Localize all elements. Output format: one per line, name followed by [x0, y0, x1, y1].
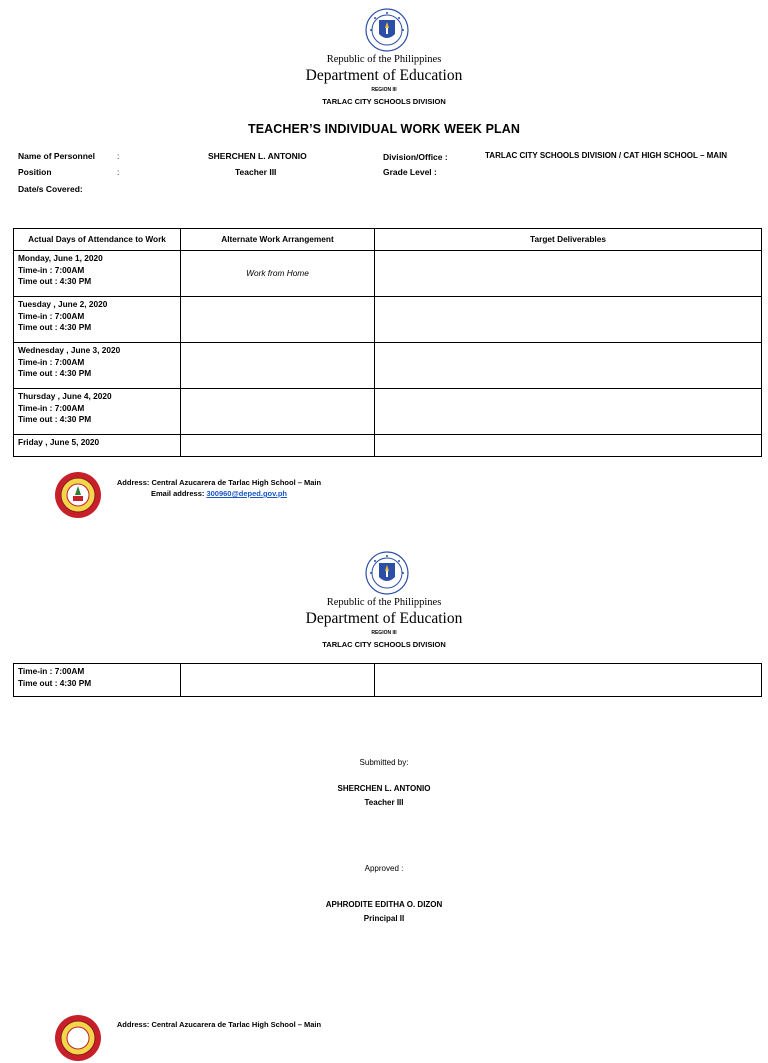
time-in: Time-in : 7:00AM	[18, 402, 85, 413]
time-out: Time out : 4:30 PM	[18, 276, 92, 286]
table-row	[14, 389, 762, 435]
footer-email-line	[110, 488, 328, 499]
arrangement-cell	[181, 389, 375, 435]
attendance-cell	[14, 297, 181, 343]
arrangement-cell	[181, 664, 375, 697]
time-out: Time out : 4:30 PM	[18, 322, 92, 332]
time-in: Time-in : 7:00AM	[18, 356, 85, 367]
attendance-cell	[14, 343, 181, 389]
table-row	[14, 343, 762, 389]
footer-address-block	[110, 477, 328, 499]
header-republic: Republic of the Philippines	[326, 597, 442, 608]
deliverables-cell	[375, 343, 762, 389]
header-region: REGION III	[371, 87, 397, 93]
header-division: TARLAC CITY SCHOOLS DIVISION	[322, 640, 446, 649]
email-link[interactable]: 300960@deped.gov.ph	[206, 489, 287, 498]
submitted-by-label: Submitted by:	[359, 758, 409, 767]
time-out: Time out : 4:30 PM	[18, 368, 92, 378]
column-header: Alternate Work Arrangement	[181, 229, 375, 251]
footer-email-label: Email address:	[151, 489, 207, 498]
header-region: REGION III	[371, 630, 397, 636]
header-department: Department of Education	[305, 67, 463, 84]
approver-name: APHRODITE EDITHA O. DIZON	[325, 900, 443, 909]
table-row	[14, 251, 762, 297]
time-in: Time-in : 7:00AM	[18, 310, 85, 321]
deliverables-cell	[375, 435, 762, 457]
division-value: TARLAC CITY SCHOOLS DIVISION / CAT HIGH SCHOOL – MAIN	[485, 151, 728, 160]
arrangement-cell	[181, 297, 375, 343]
footer-address-cut: Address: Central Azucarera de Tarlac High School – Main	[116, 1020, 322, 1029]
header-republic: Republic of the Philippines	[326, 54, 442, 65]
submitter-position: Teacher III	[364, 798, 404, 807]
arrangement-cell	[181, 435, 375, 457]
footer-address: Address: Central Azucarera de Tarlac High School – Main	[116, 478, 322, 487]
time-in: Time-in : 7:00AM	[18, 264, 85, 275]
column-header: Target Deliverables	[375, 229, 762, 251]
table-row	[14, 664, 762, 697]
table-header-row	[14, 229, 762, 251]
attendance-cell	[14, 251, 181, 297]
day-label: Friday , June 5, 2020	[18, 437, 100, 447]
document-title: TEACHER’S INDIVIDUAL WORK WEEK PLAN	[247, 122, 521, 136]
school-logo-icon	[53, 470, 103, 520]
day-label: Thursday , June 4, 2020	[18, 391, 112, 401]
work-plan-table-continued	[13, 663, 762, 697]
attendance-cell	[14, 435, 181, 457]
arrangement-cell: Work from Home	[181, 251, 375, 297]
position-label: Position	[18, 167, 52, 177]
header-department: Department of Education	[305, 610, 463, 627]
submitter-name: SHERCHEN L. ANTONIO	[337, 784, 431, 793]
table-row	[14, 435, 762, 457]
day-label: Wednesday , June 3, 2020	[18, 345, 121, 355]
approved-label: Approved :	[364, 864, 404, 873]
deliverables-cell	[375, 297, 762, 343]
column-header: Actual Days of Attendance to Work	[14, 229, 181, 251]
position-colon: :	[117, 167, 120, 177]
name-label: Name of Personnel	[18, 151, 95, 161]
name-colon: :	[117, 151, 120, 161]
deliverables-cell	[375, 251, 762, 297]
deped-seal-icon	[365, 551, 409, 595]
attendance-cell	[14, 389, 181, 435]
position-value: Teacher III	[235, 167, 277, 177]
deped-seal-icon	[365, 8, 409, 52]
name-value: SHERCHEN L. ANTONIO	[208, 151, 307, 161]
work-plan-table	[13, 228, 762, 457]
school-logo-icon	[53, 1013, 103, 1063]
time-out: Time out : 4:30 PM	[18, 414, 92, 424]
arrangement-cell	[181, 343, 375, 389]
division-label: Division/Office :	[383, 152, 448, 162]
dates-covered-label: Date/s Covered:	[18, 184, 83, 194]
day-label: Monday, June 1, 2020	[18, 253, 103, 263]
grade-level-label: Grade Level :	[383, 167, 437, 177]
attendance-cell	[14, 664, 181, 697]
deliverables-cell	[375, 389, 762, 435]
day-label: Tuesday , June 2, 2020	[18, 299, 108, 309]
deliverables-cell	[375, 664, 762, 697]
time-in: Time-in : 7:00AM	[18, 666, 85, 676]
header-division: TARLAC CITY SCHOOLS DIVISION	[322, 97, 446, 106]
table-row	[14, 297, 762, 343]
time-out: Time out : 4:30 PM	[18, 677, 92, 688]
approver-position: Principal II	[363, 914, 405, 923]
